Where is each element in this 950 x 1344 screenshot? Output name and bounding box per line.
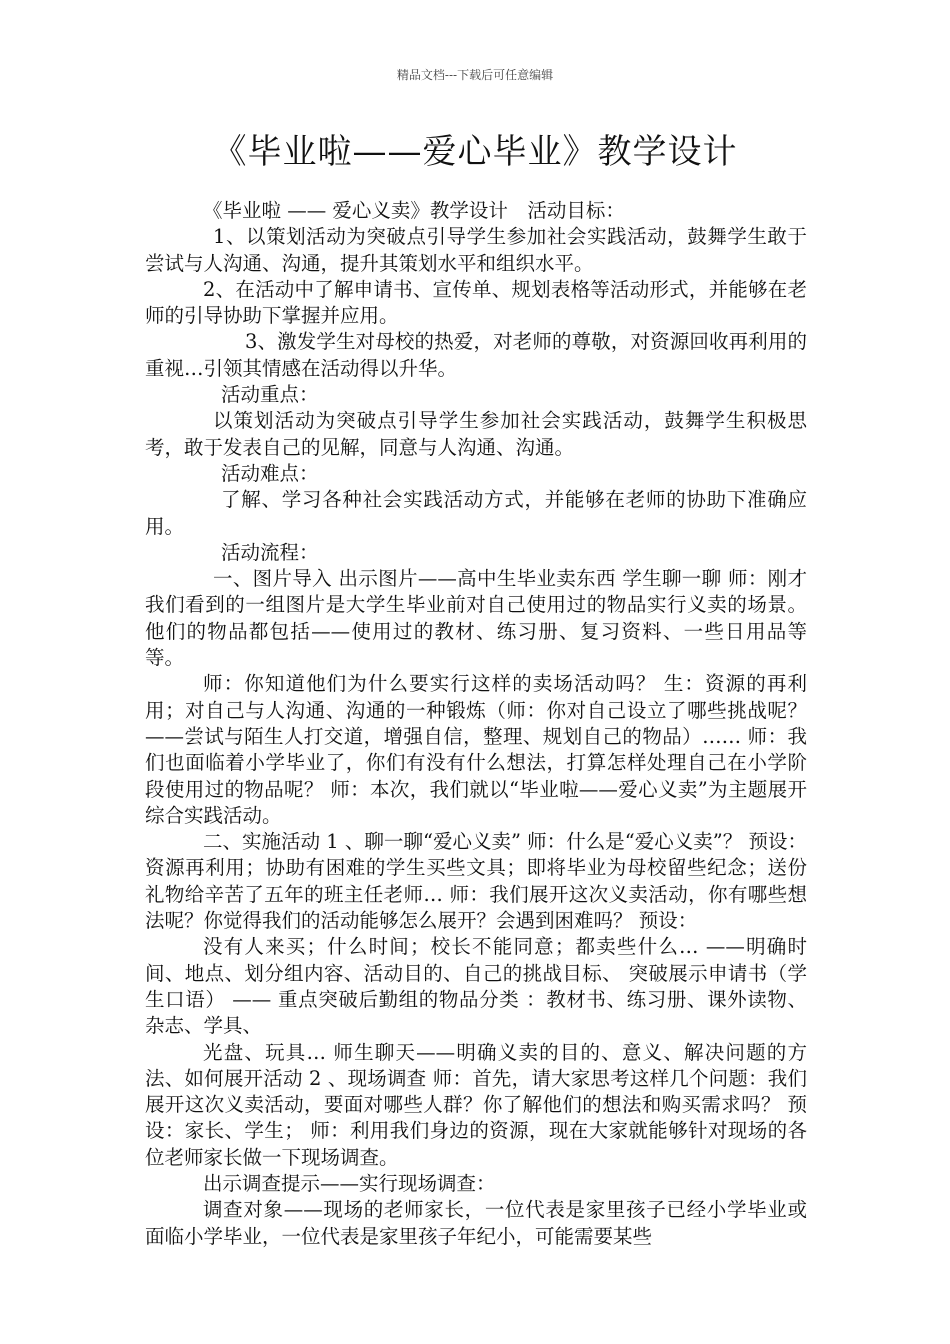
heading-focus: 活动重点：	[221, 383, 319, 407]
paragraph-survey-target: 调查对象——现场的老师家长，一位代表是家里孩子已经小学毕业或面临小学毕业，一位代表是家里孩子年纪小，可能需要某些	[145, 1198, 807, 1248]
paragraph-survey: 光盘、玩具… 师生聊天——明确义卖的目的、意义、解决问题的方法、如何展开活动 2 、现场调查 师：首先，请大家思考这样几个问题：我们展开这次义卖活动，要面对哪些人群？你了解他们的想法和购买需求吗？ 预设：家长、学生； 师：利用我们身边的资源，现在大家就能够针对现场的各位老师家长做一下现场调查。	[145, 1040, 807, 1169]
paragraph-preset: 没有人来买；什么时间；校长不能同意；都卖些什么… ——明确时间、地点、划分组内容、活动目的、自己的挑战目标、 突破展示申请书（学生口语） —— 重点突破后勤组的物品分类 ：教材书、练习册、课外读物、杂志、学具、	[145, 935, 807, 1038]
paragraph-intro: 《毕业啦 —— 爱心义卖》教学设计 活动目标：	[203, 199, 625, 222]
document-title: 《毕业啦——爱心毕业》教学设计	[212, 132, 738, 172]
paragraph-difficulty: 了解、学习各种社会实践活动方式，并能够在老师的协助下准确应用。	[145, 488, 807, 538]
paragraph-goal-1: 1、以策划活动为突破点引导学生参加社会实践活动，鼓舞学生敢于尝试与人沟通、沟通，提升其策划水平和组织水平。	[145, 225, 807, 275]
paragraph-focus: 以策划活动为突破点引导学生参加社会实践活动，鼓舞学生积极思考，敢于发表自己的见解，同意与人沟通、沟通。	[145, 409, 807, 459]
header-note: 精品文档---下载后可任意编辑	[396, 68, 554, 82]
heading-process: 活动流程：	[221, 540, 319, 564]
paragraph-step-2: 二、实施活动 1 、聊一聊“爱心义卖” 师：什么是“爱心义卖”？ 预设：资源再利用；协助有困难的学生买些文具；即将毕业为母校留些纪念；送份礼物给辛苦了五年的班主任老师… 师：我们展开这次义卖活动，你有哪些想法呢？你觉得我们的活动能够怎么展开？会遇到困难吗？ 预设：	[145, 830, 807, 933]
document-body	[145, 198, 807, 1250]
paragraph-step-1: 一、图片导入 出示图片——高中生毕业卖东西 学生聊一聊 师：刚才我们看到的一组图片是大学生毕业前对自己使用过的物品实行义卖的场景。他们的物品都包括——使用过的教材、练习册、复习资料、一些日用品等等。	[145, 567, 807, 670]
paragraph-discussion: 师：你知道他们为什么要实行这样的卖场活动吗？ 生：资源的再利用；对自己与人沟通、沟通的一种锻炼（师：你对自己设立了哪些挑战呢？——尝试与陌生人打交道，增强自信，整理、规划自己的物品）…… 师：我们也面临着小学毕业了，你们有没有什么想法，打算怎样处理自己在小学阶段使用过的物品呢？ 师：本次，我们就以“毕业啦——爱心义卖”为主题展开综合实践活动。	[145, 672, 807, 827]
paragraph-survey-hint: 出示调查提示——实行现场调查：	[203, 1171, 496, 1195]
paragraph-goal-3: 3、激发学生对母校的热爱，对老师的尊敬，对资源回收再利用的重视…引领其情感在活动得以升华。	[145, 330, 807, 380]
paragraph-goal-2: 2、在活动中了解申请书、宣传单、规划表格等活动形式，并能够在老师的引导协助下掌握并应用。	[145, 277, 807, 328]
heading-difficulty: 活动难点：	[221, 461, 319, 485]
